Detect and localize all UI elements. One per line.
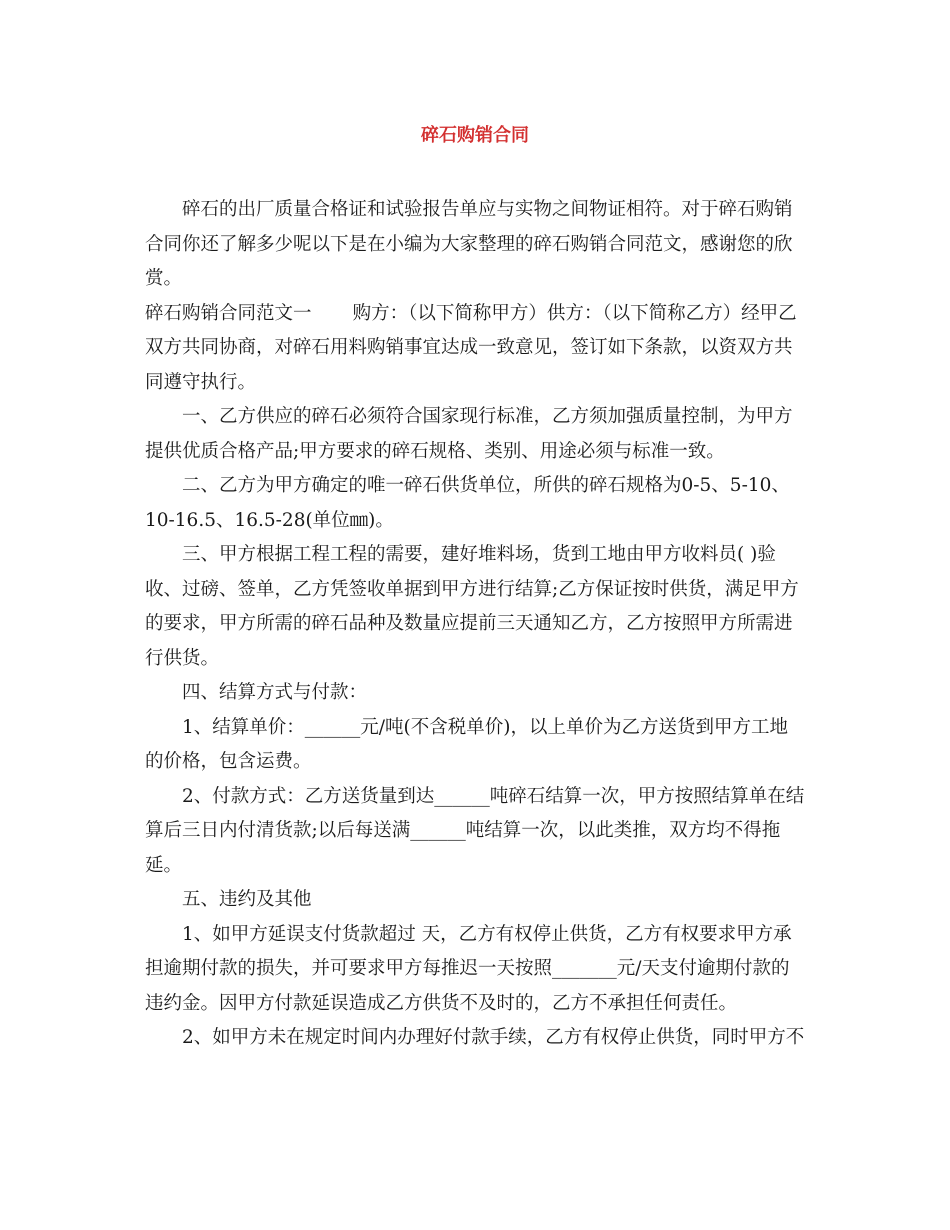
clause-line: 违约金。因甲方付款延误造成乙方供货不及时的，乙方不承担任何责任。	[145, 992, 738, 1014]
paragraph-line: 赏。	[145, 268, 183, 289]
clause-line: 的价格，包含运费。	[145, 751, 312, 772]
clause-line: 10-16.5、16.5-28(单位㎜)。	[145, 509, 394, 531]
section-heading: 四、结算方式与付款：	[182, 682, 368, 703]
document-body	[145, 193, 813, 1056]
clause-line: 延。	[145, 854, 183, 876]
clause-line: 1、结算单价：______元/吨(不含税单价)，以上单价为乙方送货到甲方工地	[182, 716, 788, 738]
clause-line: 行供货。	[145, 647, 220, 669]
clause-line: 2、付款方式：乙方送货量到达______吨碎石结算一次，甲方按照结算单在结	[182, 785, 805, 807]
clause-line: 算后三日内付清货款;以后每送满______吨结算一次，以此类推，双方均不得拖	[145, 820, 781, 841]
clause-line: 提供优质合格产品;甲方要求的碎石规格、类别、用途必须与标准一致。	[145, 440, 725, 462]
clause-line: 三、甲方根据工程工程的需要，建好堆料场，货到工地由甲方收料员( )验	[182, 544, 776, 565]
clause-line: 二、乙方为甲方确定的唯一碎石供货单位，所供的碎石规格为0-5、5-10、	[182, 475, 790, 496]
paragraph-line: 碎石的出厂质量合格证和试验报告单应与实物之间物证相符。对于碎石购销	[182, 199, 793, 220]
clause-line: 收、过磅、签单，乙方凭签收单据到甲方进行结算;乙方保证按时供货，满足甲方	[145, 578, 799, 600]
clause-line: 担逾期付款的损失，并可要求甲方每推迟一天按照_______元/天支付逾期付款的	[145, 958, 790, 979]
paragraph-line: 双方共同协商，对碎石用料购销事宜达成一致意见，签订如下条款，以资双方共	[145, 337, 793, 358]
clause-line: 一、乙方供应的碎石必须符合国家现行标准，乙方须加强质量控制，为甲方	[182, 406, 793, 427]
document-title: 碎石购销合同	[421, 125, 529, 146]
paragraph-line: 合同你还了解多少呢以下是在小编为大家整理的碎石购销合同范文，感谢您的欣	[145, 233, 793, 255]
paragraph-line: 碎石购销合同范文一 购方：（以下简称甲方）供方：（以下简称乙方）经甲乙	[145, 302, 797, 324]
section-heading: 五、违约及其他	[182, 889, 312, 910]
clause-line: 2、如甲方未在规定时间内办理好付款手续，乙方有权停止供货，同时甲方不	[182, 1027, 805, 1048]
clause-line: 的要求，甲方所需的碎石品种及数量应提前三天通知乙方，乙方按照甲方所需进	[145, 613, 793, 634]
paragraph-line: 同遵守执行。	[145, 371, 257, 393]
clause-line: 1、如甲方延误支付货款超过 天，乙方有权停止供货，乙方有权要求甲方承	[182, 923, 792, 945]
